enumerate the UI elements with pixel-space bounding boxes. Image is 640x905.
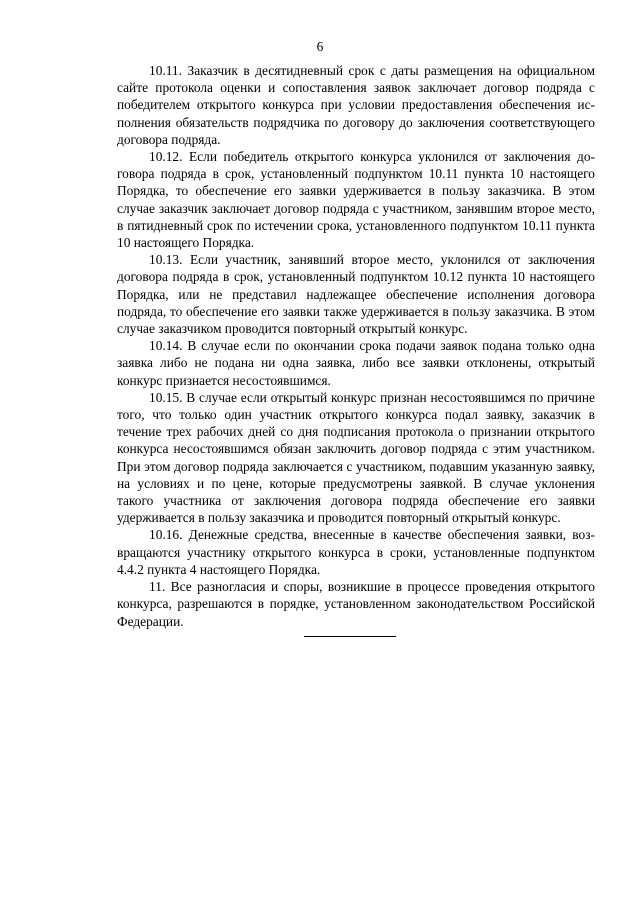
paragraph-10-14: 10.14. В случае если по окончании срока подачи заявок подана только одна заявка либо не подана ни одна заявка, либо все заявки отклонены, открытый конкурс признается несостоявшимся. xyxy=(117,338,595,388)
page-number: 6 xyxy=(316,39,324,54)
paragraph-10-16: 10.16. Денежные средства, внесенные в качестве обеспечения заявки, возвращаются участнику открытого конкурса в сроки, установленные подпунктом 4.4.2 пункта 4 настоящего Порядка. xyxy=(117,527,595,577)
paragraph-11: 11. Все разногласия и споры, возникшие в процессе проведения открытого конкурса, разрешаются в порядке, установленном законодательством Российской Федерации. xyxy=(117,579,595,629)
document-body xyxy=(117,62,595,630)
paragraph-10-13: 10.13. Если участник, занявший второе место, уклонился от заключения договора подряда в срок, установленный подпунктом 10.12 пункта 10 настоящего Порядка, или не представил надлежащее обеспечение исполнения договора подряда, то обеспечение его заявки также удерживается в пользу заказчика. В этом случае заказчиком проводится повторный открытый конкурс. xyxy=(117,252,595,337)
paragraph-10-11: 10.11. Заказчик в десятидневный срок с даты размещения на официальном сайте протокола оценки и сопоставления заявок заключает договор подряда с победителем открытого конкурса при условии предоставления обеспечения исполнения обязательств подрядчика по договору до заключения соответствующего договора подряда. xyxy=(117,63,595,147)
paragraph-10-12: 10.12. Если победитель открытого конкурса уклонился от заключения договора подряда в срок, установленный подпунктом 10.11 пункта 10 настоящего Порядка, то обеспечение его заявки удерживается в пользу заказчика. В этом случае заказчик заключает договор подряда с участником, занявшим второе место, в пятидневный срок по истечении срока, установленного подпунктом 10.11 пункта 10 настоящего Порядка. xyxy=(117,149,595,251)
end-separator-line xyxy=(304,636,396,637)
paragraph-10-15: 10.15. В случае если открытый конкурс признан несостоявшимся по причине того, что только один участник открытого конкурса подал заявку, заказчик в течение трех рабочих дней со дня подписания протокола о признании открытого конкурса несостоявшимся обязан заключить договор подряда с этим участником. При этом договор подряда заключается с участником, подавшим указанную заявку, на условиях и по цене, которые предусмотрены заявкой. В случае уклонения такого участника от заключения договора подряда обеспечение его заявки удерживается в пользу заказчика и проводится повторный открытый конкурс. xyxy=(117,389,595,526)
